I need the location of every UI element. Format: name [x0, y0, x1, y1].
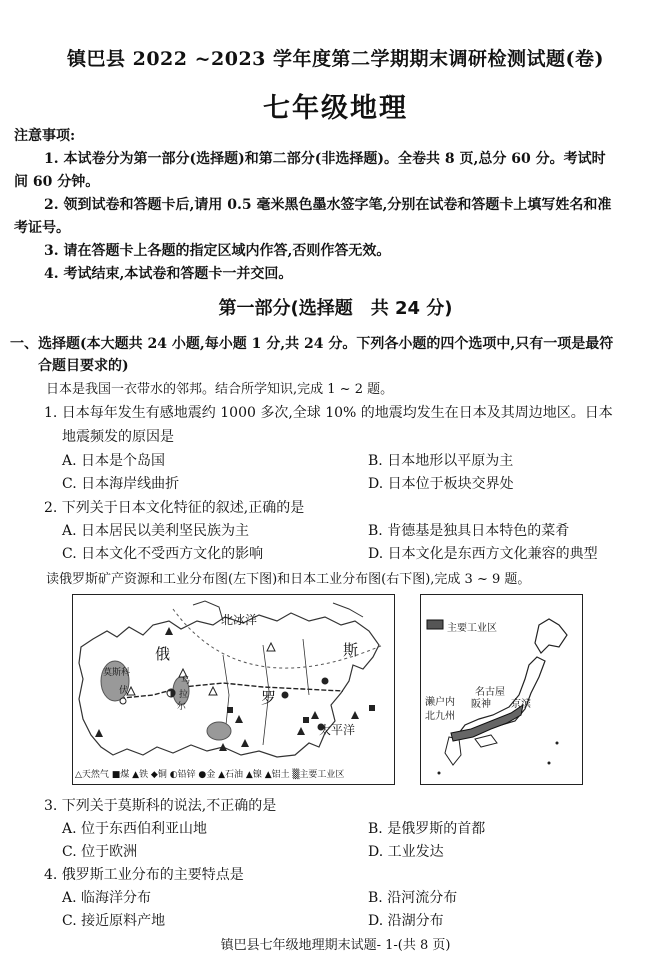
- note-1a: 1. 本试卷分为第一部分(选择题)和第二部分(非选择题)。全卷共 8 页,总分 60 分。考试时: [44, 151, 606, 167]
- q4-option-b: B. 沿河流分布: [368, 890, 458, 906]
- q2-stem: 2. 下列关于日本文化特征的叙述,正确的是: [44, 500, 305, 516]
- note-2a: 2. 领到试卷和答题卡后,请用 0.5 毫米黑色墨水签字笔,分别在试卷和答题卡上填写姓名和准: [44, 197, 612, 213]
- ural-label-3: 尔: [177, 702, 187, 712]
- setonaikai-label: 濑户内: [425, 697, 455, 708]
- section-instruction-1: 一、选择题(本大题共 24 小题,每小题 1 分,共 24 分。下列各小题的四个选项中,只有一项是最符: [10, 336, 614, 352]
- hanshin-label: 阪神: [471, 699, 491, 710]
- kitakyushu-label: 北九州: [425, 711, 455, 722]
- q4-stem: 4. 俄罗斯工业分布的主要特点是: [44, 867, 244, 883]
- page-footer: 镇巴县七年级地理期末试题- 1-(共 8 页): [220, 938, 451, 953]
- intro-3-9: 读俄罗斯矿产资源和工业分布图(左下图)和日本工业分布图(右下图),完成 3 ~ 9 题。: [46, 572, 531, 587]
- q1-option-b: B. 日本地形以平原为主: [368, 453, 514, 469]
- q4-option-a: A. 临海洋分布: [62, 890, 152, 906]
- q4-option-c: C. 接近原料产地: [62, 913, 166, 929]
- pacific-ocean-label: 太平洋: [319, 723, 356, 737]
- q4-option-d: D. 沿湖分布: [368, 913, 444, 929]
- ural-label-1: 乌: [181, 676, 191, 686]
- japan-map: [420, 594, 583, 785]
- section-instruction-2: 合题目要求的): [38, 358, 129, 374]
- moscow-label: 莫斯科: [103, 668, 131, 678]
- note-2b: 考证号。: [14, 220, 70, 236]
- q2-option-b: B. 肯德基是独具日本特色的菜肴: [368, 523, 570, 539]
- q1-option-d: D. 日本位于板块交界处: [368, 476, 514, 492]
- intro-1-2: 日本是我国一衣带水的邻邦。结合所学知识,完成 1 ~ 2 题。: [46, 382, 394, 397]
- q3-option-d: D. 工业发达: [368, 844, 444, 860]
- russia-char-si: 斯: [343, 641, 359, 659]
- exam-title: 镇巴县 2022 ~2023 学年度第二学期期末调研检测试题(卷): [66, 48, 604, 70]
- q1-stem-1: 1. 日本每年发生有感地震约 1000 多次,全球 10% 的地震均发生在日本及其周边地区。日本: [44, 405, 613, 421]
- q1-option-a: A. 日本是个岛国: [62, 453, 166, 469]
- keihin-label: 京滨: [511, 699, 531, 710]
- q1-stem-2: 地震频发的原因是: [62, 429, 174, 445]
- ural-label-2: 拉: [179, 690, 189, 700]
- russia-map: [72, 594, 395, 785]
- q2-option-d: D. 日本文化是东西方文化兼容的典型: [368, 546, 598, 562]
- volga-label: 伏: [119, 686, 129, 696]
- japan-legend-label: 主要工业区: [447, 623, 497, 634]
- q3-option-c: C. 位于欧洲: [62, 844, 138, 860]
- subject-title: 七年级地理: [263, 93, 408, 124]
- nagoya-label: 名古屋: [475, 687, 505, 698]
- russia-char-e: 俄: [155, 645, 171, 663]
- q1-option-c: C. 日本海岸线曲折: [62, 476, 180, 492]
- russia-char-luo: 罗: [261, 689, 277, 707]
- q2-option-a: A. 日本居民以美利坚民族为主: [62, 523, 250, 539]
- note-3: 3. 请在答题卡上各题的指定区域内作答,否则作答无效。: [44, 243, 391, 259]
- note-4: 4. 考试结束,本试卷和答题卡一并交回。: [44, 266, 293, 282]
- notes-heading: 注意事项:: [14, 128, 76, 144]
- q3-stem: 3. 下列关于莫斯科的说法,不正确的是: [44, 798, 277, 814]
- q3-option-b: B. 是俄罗斯的首都: [368, 821, 486, 837]
- section-title: 第一部分(选择题 共 24 分): [218, 298, 453, 319]
- q2-option-c: C. 日本文化不受西方文化的影响: [62, 546, 264, 562]
- note-1b: 间 60 分钟。: [14, 174, 100, 190]
- q3-option-a: A. 位于东西伯利亚山地: [62, 821, 208, 837]
- russia-map-legend: △天然气 ■煤 ▲铁 ◆铜 ◐铅锌 ●金 ▲石油 ▲镍 ▲铝土 ▒主要工业区: [75, 770, 345, 780]
- arctic-ocean-label: 北冰洋: [221, 613, 258, 627]
